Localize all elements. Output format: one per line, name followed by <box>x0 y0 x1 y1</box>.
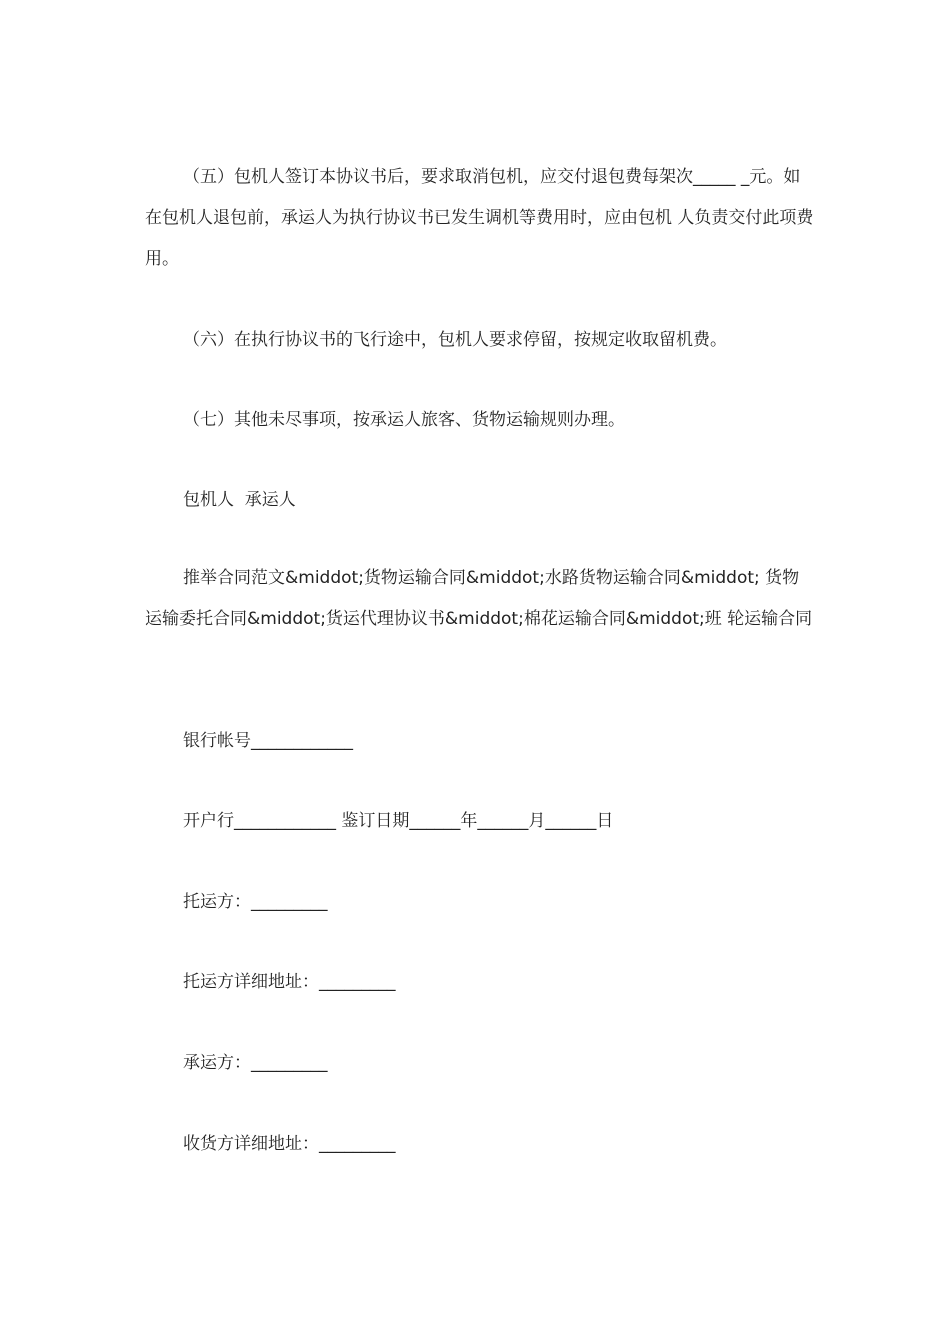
bank-and-date-line: 开户行____________ 鉴订日期______年______月______日 <box>183 811 614 831</box>
recommended-contracts-paragraph: 推举合同范文&middot;货物运输合同&middot;水路货物运输合同&middot; 货物运输委托合同&middot;货运代理协议书&middot;棉花运输合同&middot;班 轮运输合同 <box>145 568 813 629</box>
clause-7-paragraph: （七）其他未尽事项，按承运人旅客、货物运输规则办理。 <box>183 410 625 430</box>
shipper-address-line: 托运方详细地址：_________ <box>183 972 396 992</box>
clause-6-paragraph: （六）在执行协议书的飞行途中，包机人要求停留，按规定收取留机费。 <box>183 330 727 350</box>
clause-5-paragraph: （五）包机人签订本协议书后，要求取消包机，应交付退包费每架次_____ _元。如在包机人退包前，承运人为执行协议书已发生调机等费用时，应由包机 人负责交付此项费用。 <box>145 167 814 269</box>
shipper-line: 托运方：_________ <box>183 892 328 912</box>
signature-parties-line: 包机人 承运人 <box>183 490 296 510</box>
consignee-address-line: 收货方详细地址：_________ <box>183 1134 396 1154</box>
bank-account-line: 银行帐号____________ <box>183 731 353 751</box>
carrier-line: 承运方：_________ <box>183 1053 328 1073</box>
